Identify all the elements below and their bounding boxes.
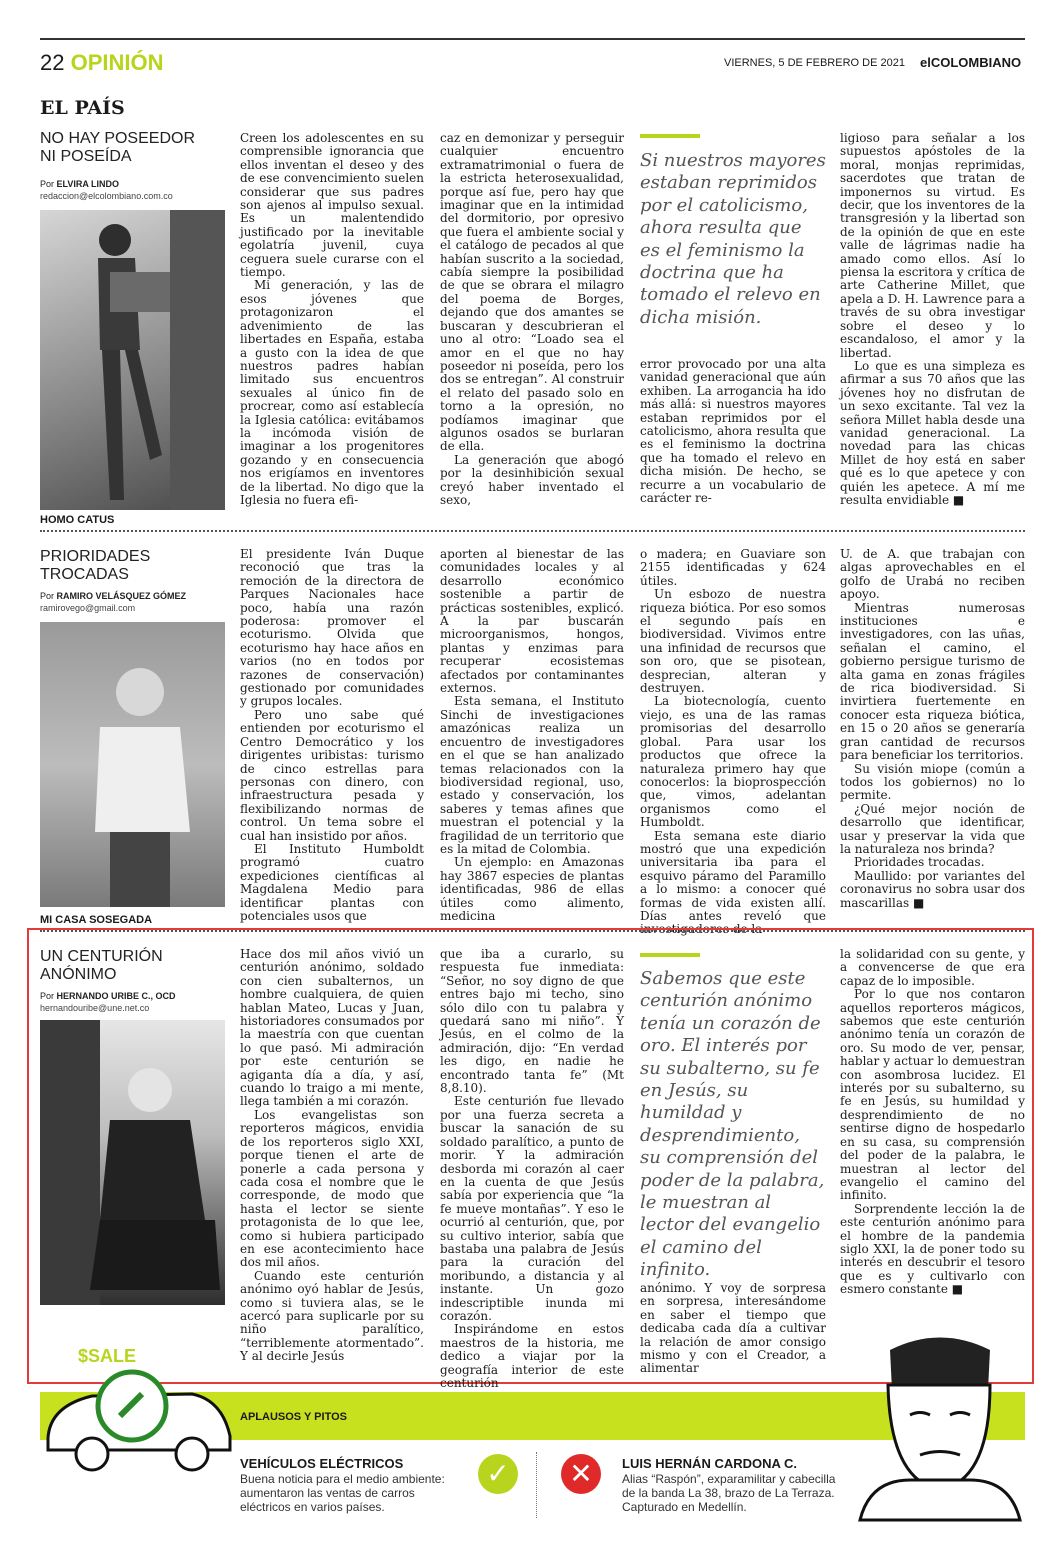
article2-column-1 [240,547,424,923]
paragraph: Hace dos mil años vivió un centurión anónimo, soldado con cien subalternos, un hombre cualquiera, de quien hablan Mateo, Lucas y Juan, historiadores consumados por la maestría con que cuentan lo que pasó. Mi admiración por este centurión se agiganta día a día, y así, cuando lo traigo a mi mente, llega también a mi corazón. [240,947,424,1109]
paragraph: Por lo que nos contaron aquellos reporteros mágicos, sabemos que este centurión anónimo tenía un corazón de oro. Su modo de ver, pensar, hablar y actuar lo demuestran con asombrosa lucidez. El interés por su subalterno, su fe en Jesús, su humildad y desprendimiento de no sentirse digno de hospedarlo en su casa, su comprensión del poder de la palabra, le muestran al lector del evangelio el camino del infinito. [840,987,1025,1203]
article3-email: hernandouribe@une.net.co [40,1003,150,1013]
paragraph: Sorprendente lección la de este centurión anónimo para el hombre de la pandemia siglo XXI, la de poner todo su interés en descubrir el tesoro que es y cultivarlo con esmero constante ■ [840,1201,1025,1297]
article3-title: UN CENTURIÓN ANÓNIMO [40,948,163,983]
article2-byline [40,591,186,601]
paragraph: Esta semana, el Instituto Sinchi de investigaciones amazónicas realiza un encuentro de investigadores en el que se han analizado temas relacionados con la biodiversidad regional, uso, estado y conservación, los saberes y temas afines que muestran el potencial y la fragilidad de un territorio que es la mitad de Colombia. [440,694,624,856]
car-illustration [42,1366,237,1480]
paragraph: Un ejemplo: en Amazonas hay 3867 especies de plantas identificadas, 986 de ellas útiles como alimento, medicina [440,855,624,923]
article3-column-2 [440,947,624,1390]
article1-column-4 [840,132,1025,512]
article2-column-4 [840,548,1025,908]
cross-icon: ✕ [561,1454,601,1494]
paragraph: La generación que abogó por la desinhibición sexual creyó haber inventado el sexo, [440,452,624,507]
section-divider [40,530,1025,532]
article3-column-3 [640,1281,826,1376]
column-separator [536,1452,537,1518]
paragraph: Prioridades trocadas. [854,855,985,870]
check-icon: ✓ [478,1454,518,1494]
top-rule [40,38,1025,40]
article3-byline [40,991,176,1001]
aplauso-text: Buena noticia para el medio ambiente: aumentaron las ventas de carros eléctricos en varios países. [240,1472,445,1514]
source-logo: EL PAÍS [40,97,125,119]
article1-email: redaccion@elcolombiano.com.co [40,191,173,201]
author-photo [40,1020,225,1305]
article3-author: HERNANDO URIBE C., OCD [56,991,176,1001]
paragraph: caz en demonizar y perseguir cualquier encuentro extramatrimonial o fuera de la estricta heterosexualidad, porque así fue, pero hay que imaginar que en la intimidad del dormitorio, por opresivo que fuera el ambiente social y el catálogo de pecados al que habían suscrito a la sociedad, cabía siempre la posibilidad de que se obrara el milagro del poema de Borges, dejando que dos amantes se buscaran y descubrieran el uno al otro: “Loado sea el amor en el que no hay poseedor ni poseída, pero los dos se entregan”. Al construir el relato del pasado solo en torno a la opresión, no podíamos imaginar que algunos osados se burlaran de ella. [440,131,624,454]
statue-illustration [40,210,225,510]
article1-byline [40,179,119,189]
issue-date: VIERNES, 5 DE FEBRERO DE 2021 [724,57,905,69]
paragraph: Los evangelistas son reporteros mágicos, envidia de los reporteros siglo XXI, porque tienen el arte de ponerle a cada persona y cada cosa el nombre que le corresponde, de modo que hasta el lector se siente protagonista de lo que lee, como si hubiera participado en ese acontecimiento hace dos mil años. [240,1107,424,1270]
sale-text: $SALE [78,1346,137,1366]
paragraph: Su visión miope (común a todos los gobiernos) no lo permite. [840,761,1025,803]
paragraph: U. de A. que trabajan con algas aprovechables en el golfo de Urabá no reciben apoyo. [840,547,1025,602]
byline-prefix: Por [40,179,55,189]
paragraph: anónimo. Y voy de sorpresa en sorpresa, interesándome en saber el tiempo que dedicaba cada día a cultivar la relación de amor consigo mismo y con el Creador, a alimentar [640,1281,826,1376]
paragraph: ligioso para señalar a los supuestos apóstoles de la moral, monjas reprimidas, sacerdotes que tratan de imponernos su virtud. Es decir, que los inventores de la transgresión y la libertad son de la opinión de que en este valle de lágrimas nadie ha amado como ellos. Así lo piensa la escritora y crítica de arte Catherine Millet, que apela a D. H. Lawrence para a través de su obra investigar sobre el deseo y lo escandaloso, el amor y la libertad. [840,131,1025,360]
aplauso-title: VEHÍCULOS ELÉCTRICOS [240,1456,404,1471]
article2-email: ramirovego@gmail.com [40,603,136,613]
paragraph: La biotecnología, cuento viejo, es una de las ramas promisorias del desarrollo global. Para usar los productos que ofrece la naturaleza primero hay que conocerlos: la bioprospección que, vimos, adelantan organismos como el Humboldt. [640,694,826,830]
statue-photo [40,210,225,510]
author-photo [40,622,225,907]
paragraph: El Instituto Humboldt programó cuatro expediciones científicas al Magdalena Medio para identificar plantas con potenciales usos que [240,841,424,923]
byline-prefix: Por [40,991,55,1001]
caricature [850,1330,1025,1524]
paragraph: Lo que es una simpleza es afirmar a sus 70 años que las jóvenes hoy no disfrutan de un sexo excitante. Tal vez la señora Millet habla desde una vanidad generacional. La novedad para las chicas Millet de hoy está en saber qué es lo que apetece y con quién les apetece. A mí me resulta envidiable ■ [840,358,1025,507]
author-illustration [40,1020,225,1305]
article1-title: NO HAY POSEEDOR NI POSEÍDA [40,130,195,165]
paragraph: Este centurión fue llevado por una fuerza secreta a buscar la sanación de su soldado paralítico, a punto de morir. Y la admiración desborda mi corazón al caer en la cuenta de que Jesús sabía por experiencia que “la fe mueve montañas”. Y eso le ocurrió al centurión, que, por su cultivo interior, sabía que bastaba una palabra de Jesús para la curación del moribundo, a distancia y al instante. Un gozo indescriptible inunda mi corazón. [440,1094,624,1323]
article3-column-4 [840,948,1025,1368]
pito-title: LUIS HERNÁN CARDONA C. [622,1456,798,1471]
paragraph: Cuando este centurión anónimo oyó hablar de Jesús, como si tuviera alas, se le acercó para suplicarle por su niño paralítico, “terriblemente atormentado”. Y al decirle Jesús [240,1268,424,1364]
article1-pull-quote: Si nuestros mayores estaban reprimidos por el catolicismo, ahora resulta que es el feminismo la doctrina que ha tomado el relevo en dicha misión. [640,150,826,328]
page-header [40,50,164,76]
byline-prefix: Por [40,591,55,601]
newspaper-brand: elCOLOMBIANO [920,55,1022,70]
article1-caption: HOMO CATUS [40,514,115,526]
article2-column-2 [440,547,624,923]
paragraph: Mientras numerosas instituciones e investigadores, con las uñas, señalan el camino, el gobierno persigue turismo de alta gama en zonas frágiles de rica biodiversidad. Si invirtiera fuertemente en conocer esta riqueza biótica, en 15 o 20 años se generaría gran cantidad de recursos para beneficiar los territorios. [840,600,1025,763]
paragraph: error provocado por una alta vanidad generacional que aún exhiben. La arrogancia ha ido más allá: si nuestros mayores estaban reprimidos por el catolicismo, ahora resulta que es el feminismo la doctrina que ha tomado el relevo en dicha misión. De hecho, se recurre a un vocabulario de carácter re- [640,357,826,506]
paragraph: Esta semana este diario mostró que una expedición universitaria iba para el esquivo páramo del Paramillo a lo mismo: a conocer qué formas de vida existen allí. Días antes reveló que investigadores de la [640,828,826,937]
paragraph: ¿Qué mejor noción de desarrollo que identificar, usar y preservar la vida que la naturaleza nos brinda? [840,801,1025,856]
paragraph: la solidaridad con su gente, y a convencerse de que era capaz de lo imposible. [840,947,1025,988]
article1-author: ELVIRA LINDO [56,179,120,189]
pito-text: Alias “Raspón”, exparamilitar y cabecilla de la banda La 38, brazo de La Terraza. Capturado en Medellín. [622,1472,836,1514]
electric-car-icon [42,1366,237,1476]
article1-column-3 [640,358,826,512]
article2-author: RAMIRO VELÁSQUEZ GÓMEZ [56,591,187,601]
page-number: 22 [40,50,65,75]
article2-column-3 [640,547,826,937]
paragraph: El presidente Iván Duque reconoció que tras la remoción de la directora de Parques Nacionales hace poco, había una razón poderosa: promover el ecoturismo. Olvida que ecoturismo hay hace años en varios (no en todos por razones de conservación) gestionado por comunidades y grupos locales. [240,547,424,709]
article1-column-2 [440,132,624,512]
article3-column-1 [240,948,424,1368]
article1-column-1 [240,132,424,512]
article2-caption: MI CASA SOSEGADA [40,914,153,926]
article3-pull-quote: Sabemos que este centurión anónimo tenía un corazón de oro. El interés por su subalterno, su fe en Jesús, su humildad y desprendimiento, su comprensión del poder de la palabra, le muestran al lector del evangelio el camino del infinito. [640,968,825,1281]
aplausos-title: APLAUSOS Y PITOS [240,1411,347,1423]
paragraph: Pero uno sabe qué entienden por ecoturismo el Centro Democrático y los dirigentes uribistas: turismo de cinco estrellas para personas con dinero, con infraestructura pesada y flexibilizando normas de control. Un tema sobre el cual han insistido por años. [240,707,424,843]
quote-accent-bar [640,953,700,957]
section-name: OPINIÓN [70,50,164,75]
paragraph: Mi generación, y las de esos jóvenes que protagonizaron el advenimiento de las libertades en España, estaba a gusto con la idea de que nuestros padres habían limitado sus encuentros sexuales al único fin de procrear, como así establecía la Iglesia católica: evitábamos la incómoda visión de imaginar a los progenitores gozando y en consecuencia nos erigíamos en inventores de la libertad. No digo que la Iglesia no fuera efi- [240,278,424,507]
paragraph: aporten al bienestar de las comunidades locales y al desarrollo económico sostenible a partir de prácticas sostenibles, explicó. A la par buscarán microorganismos, hongos, plantas y enzimas para recuperar ecosistemas afectados por contaminantes externos. [440,547,624,696]
paragraph: Un esbozo de nuestra riqueza biótica. Por eso somos el segundo país en biodiversidad. Vivimos entre una infinidad de recursos que son oro, que se pisotean, desprecian, alteran y destruyen. [640,587,826,696]
quote-accent-bar [640,134,700,138]
paragraph: o madera; en Guaviare son 2155 identificadas y 624 útiles. [640,547,826,588]
paragraph: Creen los adolescentes en su comprensible ignorancia que ellos inventan el deseo y des de ese convencimiento suelen considerar que sus padres son ajenos al impulso sexual. Es un malentendido justificado por la inevitable egolatría juvenil, cuya ceguera suele curarse con el tiempo. [240,131,424,280]
author-illustration [40,622,225,907]
paragraph: Inspirándome en estos maestros de la historia, me dedico a viajar por la geografía interior de este centurión [440,1322,624,1390]
article2-title: PRIORIDADES TROCADAS [40,548,151,583]
caricature-face-icon [850,1330,1025,1520]
paragraph: Maullido: por variantes del coronavirus no sobra usar dos mascarillas ■ [840,868,1025,910]
paragraph: que iba a curarlo, su respuesta fue inmediata: “Señor, no soy digno de que entres bajo mi techo, sino sólo dilo con tu palabra y quedará sano mi niño”. Y Jesús, en el colmo de la admiración, dijo: “En verdad les digo, en nadie he encontrado tanta fe” (Mt 8,8.10). [440,947,624,1096]
